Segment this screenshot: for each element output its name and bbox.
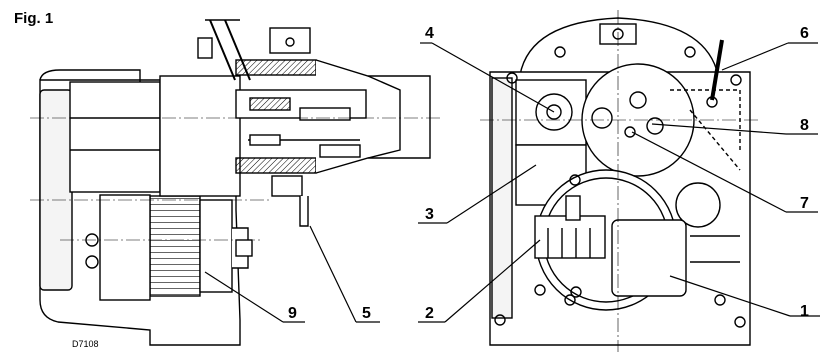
callout-7: 7: [800, 195, 809, 212]
figure-title: Fig. 1: [14, 10, 54, 27]
drawing-code: D7108: [72, 339, 99, 349]
callout-3: 3: [425, 206, 434, 223]
callout-2: 2: [425, 305, 434, 322]
callout-9: 9: [288, 305, 297, 322]
callout-1: 1: [800, 303, 809, 320]
callout-4: 4: [425, 25, 434, 42]
callout-5: 5: [362, 305, 371, 322]
side-section-view: [30, 20, 440, 345]
callout-8: 8: [800, 117, 809, 134]
front-view: [480, 10, 760, 352]
callout-6: 6: [800, 25, 809, 42]
